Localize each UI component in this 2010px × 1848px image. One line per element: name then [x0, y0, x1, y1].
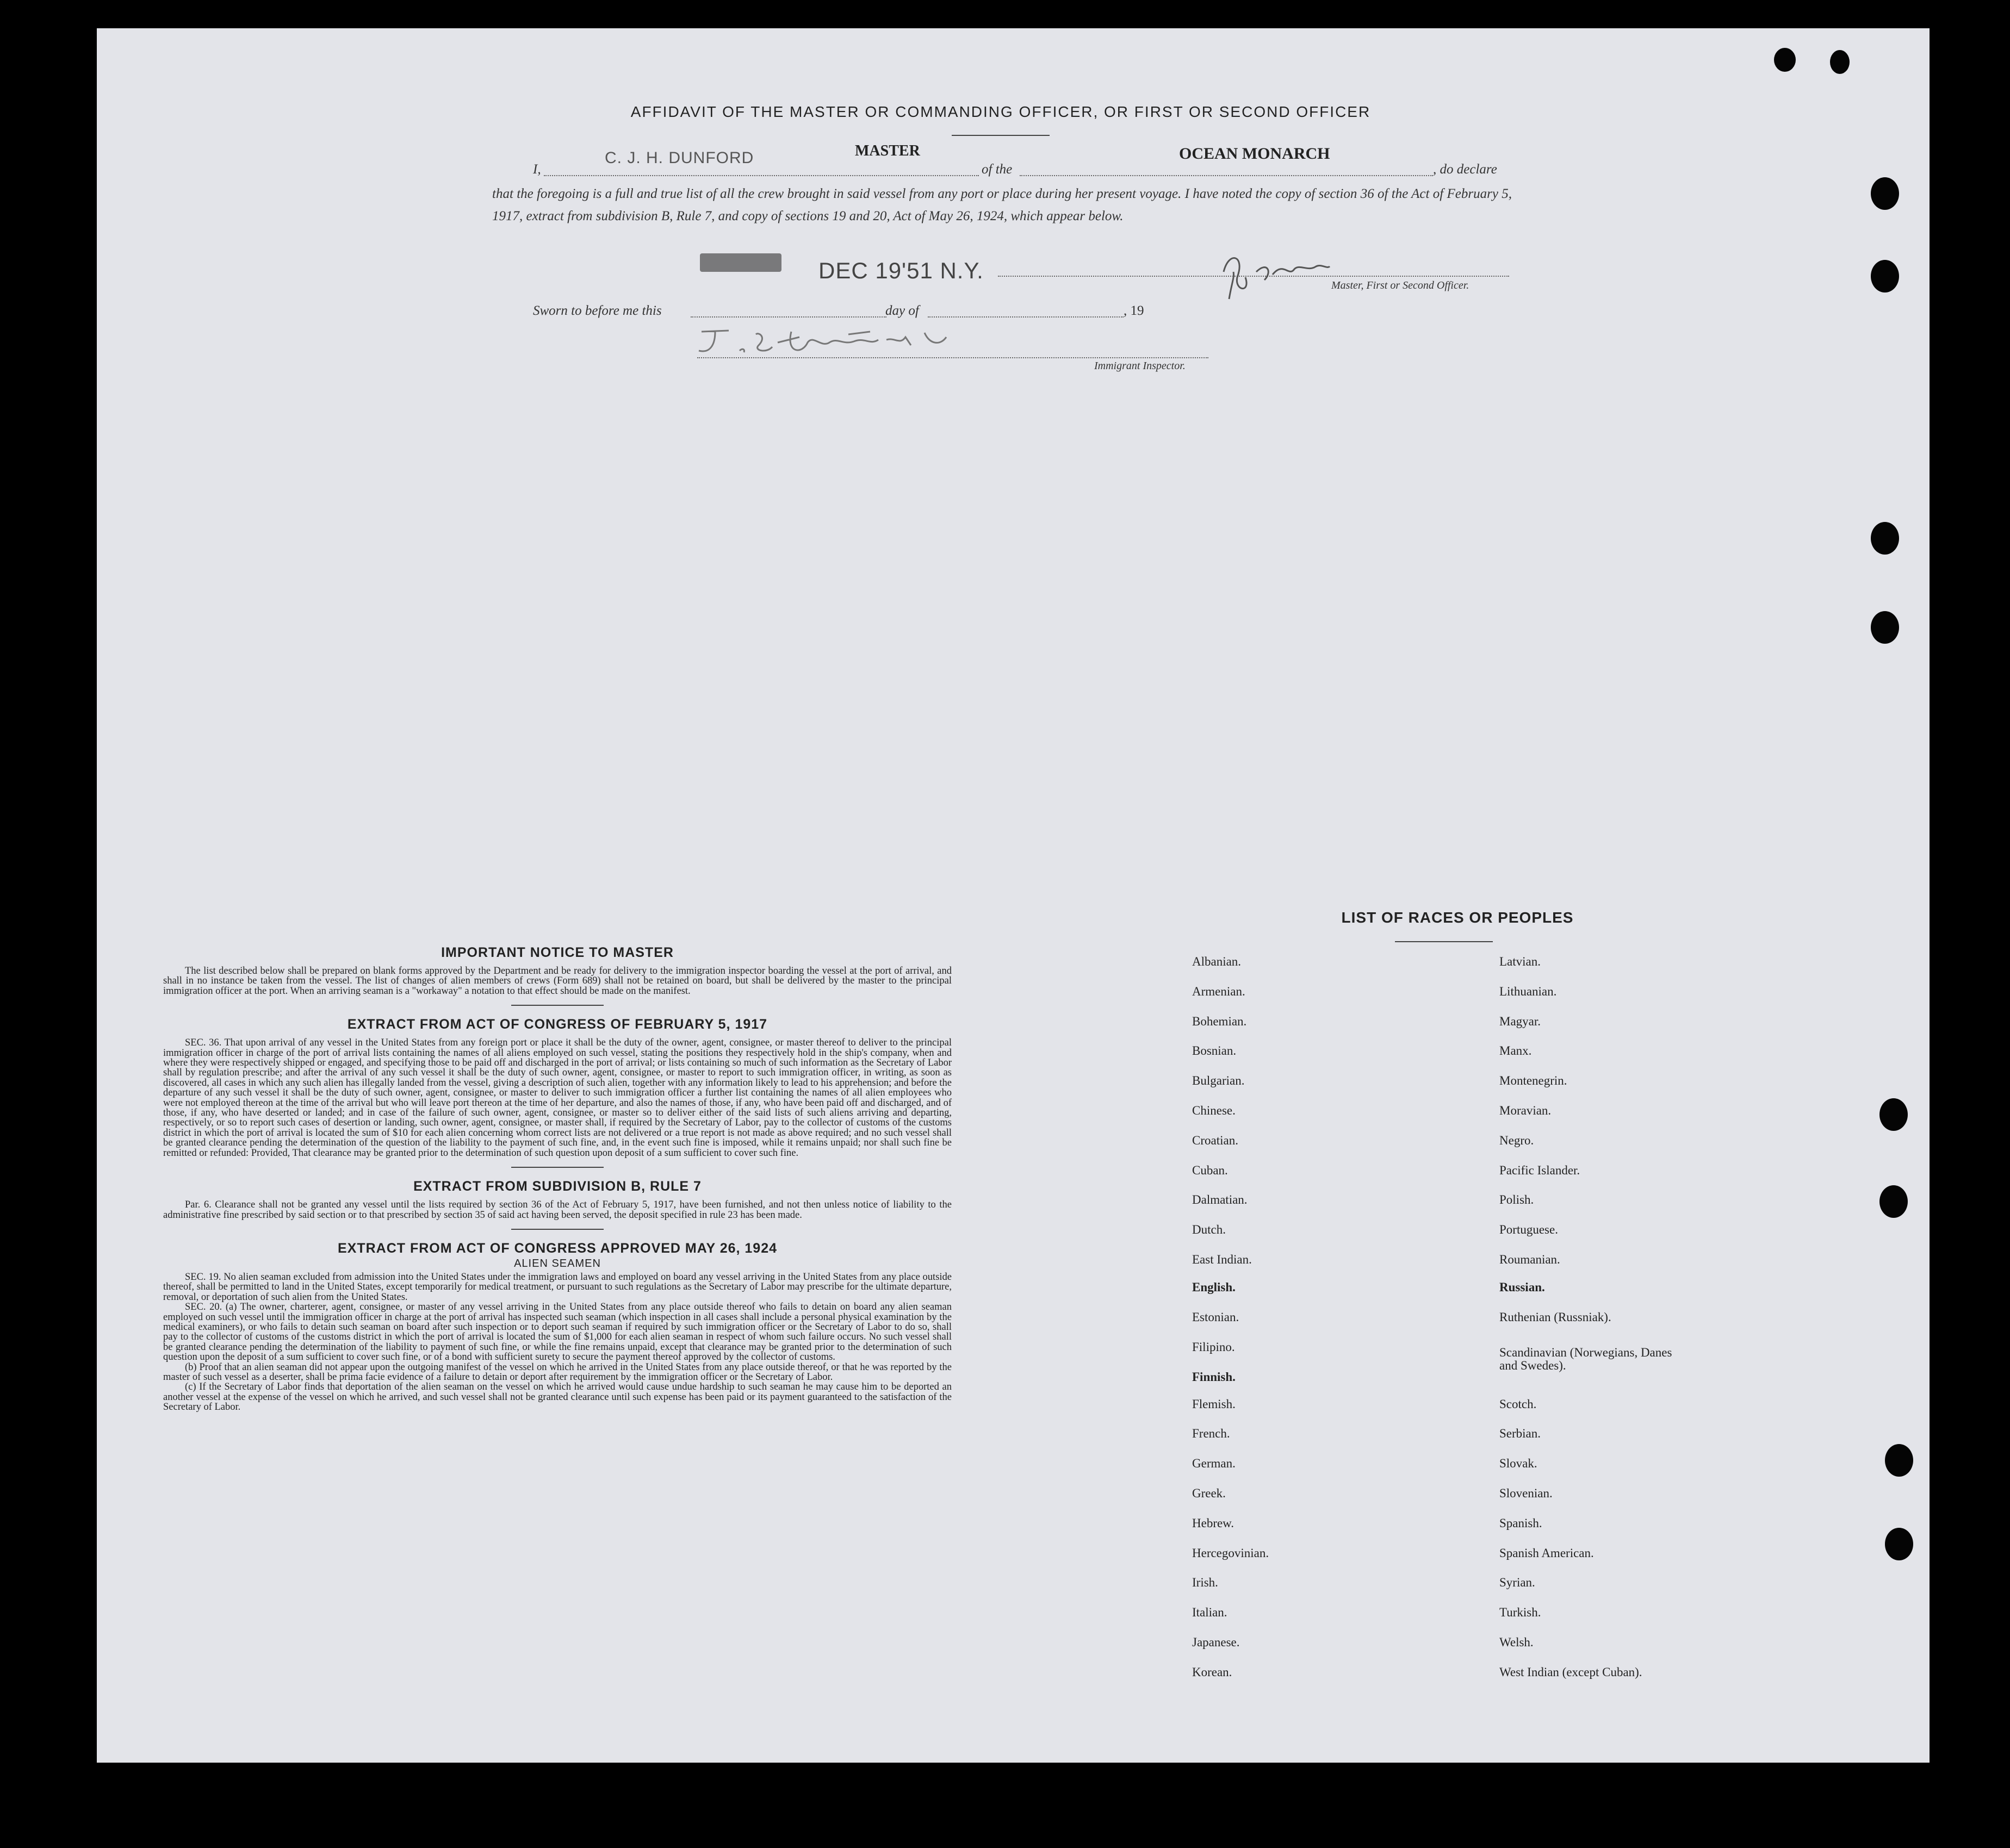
race-item: East Indian.	[1192, 1253, 1252, 1266]
punch-hole	[1830, 50, 1850, 74]
punch-hole	[1871, 522, 1899, 555]
race-item: Bosnian.	[1192, 1044, 1237, 1057]
act-1917-text: SEC. 36. That upon arrival of any vessel in the United States from any foreign port or place it shall be the duty of the owner, agent, consignee, or master thereof to deliver to the principal immigration officer in charge of the port of arrival lists containing the names of all aliens employed on such vessel, stating the positions they respectively hold in the ship's company, when and where they were respectively shipped or engaged, and specifying those to be paid off and discharged in the port of arrival; or lists containing so much of such information as the Secretary of Labor shall by regulation prescribe; and after the arrival of any such vessel it shall be the duty of such owner, agent, consignee, or master to report to such immigration officer, in writing, as soon as discovered, all cases in which any such alien has illegally landed from the vessel, giving a description of such alien, together with any information likely to lead to his apprehension; and before the departure of any such vessel it shall be the duty of such owner, agent, consignee, or master to deliver to such immigration officer a further list containing the names of all alien employees who were not employed thereon at the time of the arrival but who will leave port thereon at the time of her departure, and also the names of those, if any, who have been paid off and discharged, and of those, if any, who have deserted or landed; and in case of the failure of such owner, agent, consignee, or master so to deliver either of the said lists of such aliens arriving and departing, respectively, or so to report such cases of desertion or landing, such owner, agent, consignee, or master shall, if required by the Secretary of Labor, pay to the collector of customs of the customs district in which the port of arrival is located the sum of $10 for each alien concerning whom correct lists are not delivered or a true report is not made as above required; and no such vessel shall be granted clearance pending the determination of the question of the liability to the payment of such fine, and, in the event such fine is imposed, while it remains unpaid; nor shall such fine be remitted or refunded: Provided, That clearance may be granted prior to the determination of such question upon deposit of a sum sufficient to cover such fine.	[163, 1037, 952, 1159]
master-rank: MASTER	[855, 142, 920, 159]
race-item: Turkish.	[1499, 1606, 1541, 1619]
notice-text: The list described below shall be prepared on blank forms approved by the Department and be ready for delivery to the immigration inspector boarding the vessel at the port of arrival, and shall in no instance be taken from the vessel. The list of changes of alien members of crews (Form 689) shall not be retained on board, but shall be delivered by the master to the principal immigration officer at the port. When an arriving seaman is a "workaway" a notation to that effect should be made on the manifest.	[163, 966, 952, 997]
divider	[1395, 941, 1493, 942]
race-item: Polish.	[1499, 1193, 1534, 1206]
punch-hole	[1871, 260, 1899, 293]
race-item: Spanish.	[1499, 1516, 1542, 1530]
i-label: I,	[533, 162, 541, 177]
act-1924-subtitle: ALIEN SEAMEN	[514, 1257, 601, 1270]
race-item: Negro.	[1499, 1134, 1534, 1147]
sworn-label: Sworn to before me this	[533, 303, 662, 318]
race-item: Moravian.	[1499, 1104, 1552, 1117]
rule-7-text: Par. 6. Clearance shall not be granted any vessel until the lists required by section 36 of the Act of February 5, 1917, have been furnished, and not then unless notice of liability to the administrative fine prescribed by said section or to that prescribed by section 35 of said act having been served, the deposit specified in rule 23 has been made.	[163, 1199, 952, 1221]
race-item: Serbian.	[1499, 1427, 1541, 1440]
stamp-smudge	[700, 253, 781, 272]
sworn-month-line	[928, 316, 1124, 318]
master-name: C. J. H. DUNFORD	[605, 149, 754, 167]
declare-label: , do declare	[1433, 162, 1497, 177]
notice-section	[163, 945, 952, 1413]
race-item: Montenegrin.	[1499, 1074, 1567, 1087]
punch-hole	[1774, 48, 1796, 72]
punch-hole	[1879, 1098, 1908, 1131]
race-item: Italian.	[1192, 1606, 1227, 1619]
race-item: West Indian (except Cuban).	[1499, 1665, 1642, 1679]
race-item: Japanese.	[1192, 1635, 1240, 1649]
punch-hole	[1879, 1185, 1908, 1218]
race-item: Dutch.	[1192, 1223, 1226, 1236]
race-item: Hebrew.	[1192, 1516, 1234, 1530]
of-the-label: of the	[982, 162, 1013, 177]
race-item: Dalmatian.	[1192, 1193, 1248, 1206]
race-item: Armenian.	[1192, 985, 1245, 998]
year-label: , 19	[1124, 303, 1144, 318]
race-item: Spanish American.	[1499, 1546, 1594, 1560]
affidavit-title: AFFIDAVIT OF THE MASTER OR COMMANDING OFFICER, OR FIRST OR SECOND OFFICER	[630, 103, 1371, 120]
punch-hole	[1885, 1444, 1913, 1477]
date-stamp: DEC 19'51 N.Y.	[818, 258, 984, 283]
race-item: Welsh.	[1499, 1635, 1534, 1649]
race-item: Portuguese.	[1499, 1223, 1558, 1236]
race-item: French.	[1192, 1427, 1230, 1440]
punch-hole	[1871, 177, 1899, 210]
race-item: Croatian.	[1192, 1134, 1238, 1147]
race-item: Hercegovinian.	[1192, 1546, 1269, 1560]
punch-hole	[1871, 611, 1899, 644]
race-item: Bohemian.	[1192, 1015, 1247, 1028]
race-item: Roumanian.	[1499, 1253, 1560, 1266]
vessel-line	[1020, 175, 1433, 176]
sworn-day-line	[691, 316, 886, 318]
sec-20a-text: SEC. 20. (a) The owner, charterer, agent, consignee, or master of any vessel arriving in the United States from any place outside thereof who fails to detain on board any alien seaman employed on such vessel until the immigration officer in charge at the port of arrival has inspected such seaman (which inspection in all cases shall include a personal physical examination by the medical examiners), or who fails to detain such seaman on board after such inspection or to deport such seaman if required by such immigration officer or the Secretary of Labor to do so, shall pay to the collector of customs of the customs district in which the port of arrival is located the sum of $1,000 for each alien seaman in respect of whom such failure occurs. No such vessel shall be granted clearance pending the determination of the liability to payment of such fine, or while the fine remains unpaid, except that clearance may be granted prior to the determination of such question upon the deposit of a sum sufficient to cover such fine, or of a bond with sufficient surety to secure the payment thereof approved by the collector of customs.	[163, 1302, 952, 1363]
race-item: Syrian.	[1499, 1576, 1535, 1589]
divider	[511, 1167, 604, 1168]
race-item: German.	[1192, 1457, 1236, 1470]
declaration-text: that the foregoing is a full and true list of all the crew brought in said vessel from any port or place during her present voyage. I have noted the copy of section 36 of the Act of February 5, 1917, extract from subdivision B, Rule 7, and copy of sections 19 and 20, Act of May 26, 1924, which appear below.	[492, 186, 1512, 223]
race-item: Greek.	[1192, 1486, 1226, 1500]
race-item: Bulgarian.	[1192, 1074, 1245, 1087]
race-item: Pacific Islander.	[1499, 1163, 1580, 1177]
master-signature	[1213, 239, 1338, 304]
race-item: Flemish.	[1192, 1397, 1236, 1411]
race-item: Latvian.	[1499, 955, 1541, 968]
sec-20c-text: (c) If the Secretary of Labor finds that deportation of the alien seaman on the vessel on which he arrived would cause undue hardship to such seaman he may cause him to be deported an another vessel at the expense of the vessel on which he arrived, and such vessel shall not be granted clearance until such expense has been paid or its payment guaranteed to the satisfaction of the Secretary of Labor.	[163, 1382, 952, 1413]
divider	[511, 1005, 604, 1006]
race-item: Scandinavian (Norwegians, Danes and Swedes).	[1499, 1346, 1672, 1372]
race-item: Lithuanian.	[1499, 985, 1557, 998]
race-item: Finnish.	[1192, 1370, 1236, 1384]
act-1917-title: EXTRACT FROM ACT OF CONGRESS OF FEBRUARY 5, 1917	[347, 1017, 768, 1032]
race-item: Filipino.	[1192, 1340, 1235, 1354]
punch-hole	[1885, 1528, 1913, 1560]
race-item: Estonian.	[1192, 1310, 1239, 1324]
document-page	[97, 28, 1930, 1763]
race-item: Slovak.	[1499, 1457, 1537, 1470]
day-of-label: day of	[885, 303, 919, 318]
divider	[511, 1229, 604, 1230]
race-item: Albanian.	[1192, 955, 1242, 968]
race-item: Manx.	[1499, 1044, 1532, 1057]
name-line	[544, 175, 979, 176]
race-item: Chinese.	[1192, 1104, 1236, 1117]
race-item: Magyar.	[1499, 1015, 1541, 1028]
race-item: Russian.	[1499, 1280, 1545, 1294]
sec-20b-text: (b) Proof that an alien seaman did not appear upon the outgoing manifest of the vessel on which he arrived in the United States from any place outside thereof, or that he was reported by the master of such vessel as a deserter, shall be prima facie evidence of a failure to detain or deport after requirement by the immigration officer or the Secretary of Labor.	[163, 1361, 952, 1383]
inspector-line	[697, 357, 1208, 358]
race-item: Ruthenian (Russniak).	[1499, 1310, 1611, 1324]
divider	[952, 135, 1050, 136]
signature-caption: Master, First or Second Officer.	[1331, 279, 1469, 291]
inspector-caption: Immigrant Inspector.	[1094, 360, 1186, 372]
sec-19-text: SEC. 19. No alien seaman excluded from admission into the United States under the immigration laws and employed on board any vessel arriving in the United States from any place outside thereof, shall be permitted to land in the United States, except temporarily for medical treatment, or pursuant to such regulations as the Secretary of Labor may prescribe for the ultimate departure, removal, or deportation of such alien from the United States.	[163, 1271, 952, 1303]
race-item: Scotch.	[1499, 1397, 1537, 1411]
race-item: Korean.	[1192, 1665, 1232, 1679]
race-item: English.	[1192, 1280, 1236, 1294]
act-1924-title: EXTRACT FROM ACT OF CONGRESS APPROVED MAY 26, 1924	[337, 1240, 778, 1256]
race-item: Cuban.	[1192, 1163, 1228, 1177]
notice-title: IMPORTANT NOTICE TO MASTER	[441, 945, 674, 960]
race-item: Slovenian.	[1499, 1486, 1553, 1500]
vessel-name: OCEAN MONARCH	[1179, 145, 1330, 163]
races-title: LIST OF RACES OR PEOPLES	[1341, 909, 1574, 926]
race-item: Irish.	[1192, 1576, 1218, 1589]
rule-7-title: EXTRACT FROM SUBDIVISION B, RULE 7	[413, 1179, 702, 1194]
